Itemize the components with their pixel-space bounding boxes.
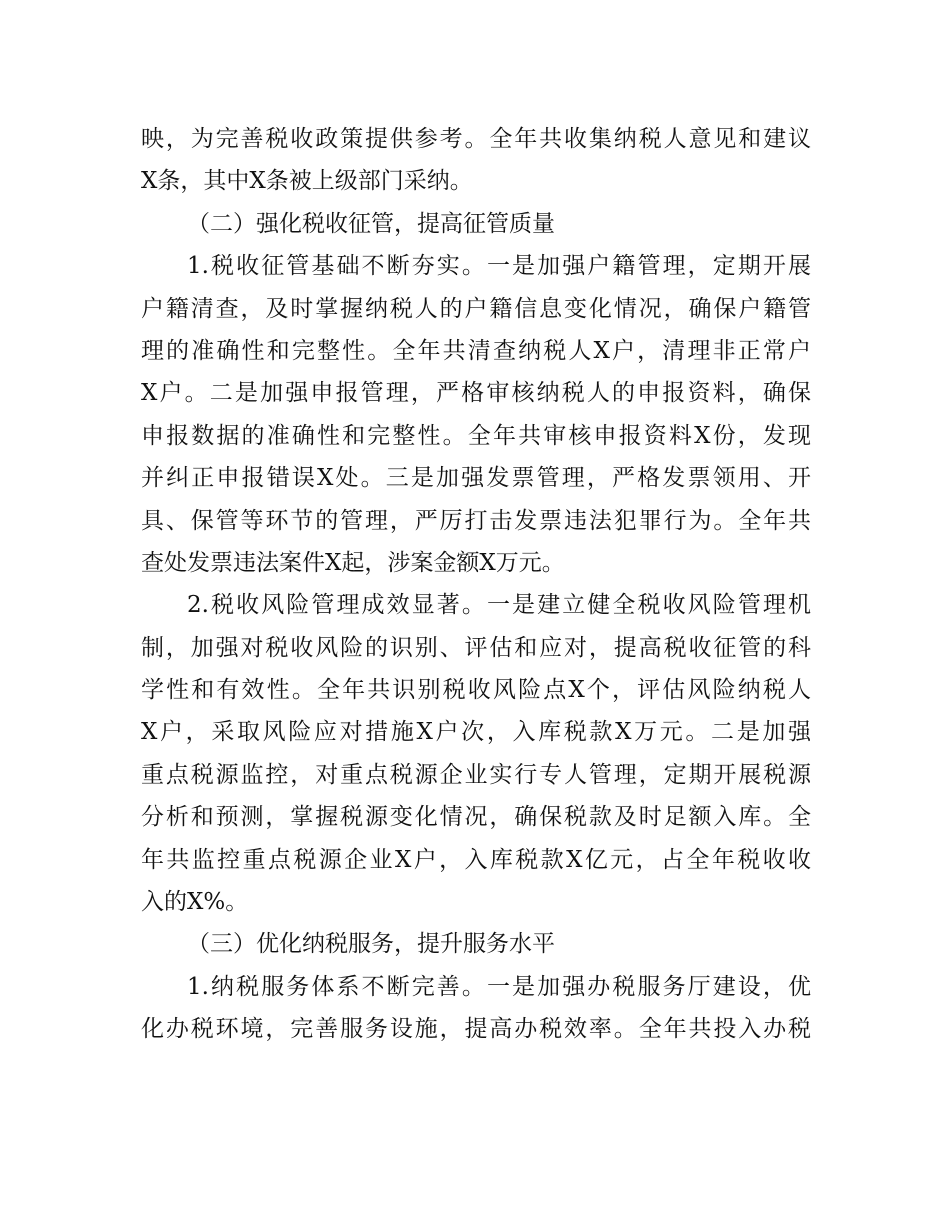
paragraph-line: 重点税源监控，对重点税源企业实行专人管理，定期开展税源: [141, 761, 811, 788]
paragraph-line: 学性和有效性。全年共识别税收风险点X个，评估风险纳税人: [141, 677, 811, 704]
document-body: [141, 118, 811, 1051]
paragraph-line: 分析和预测，掌握税源变化情况，确保税款及时足额入库。全: [141, 804, 811, 831]
paragraph-line: 2.税收风险管理成效显著。一是建立健全税收风险管理机: [187, 592, 811, 619]
paragraph-line: X户，采取风险应对措施X户次，入库税款X万元。二是加强: [141, 719, 811, 746]
paragraph-line: 户籍清查，及时掌握纳税人的户籍信息变化情况，确保户籍管: [141, 295, 811, 322]
paragraph-line: 化办税环境，完善服务设施，提高办税效率。全年共投入办税: [141, 1016, 811, 1043]
paragraph-line: X户。二是加强申报管理，严格审核纳税人的申报资料，确保: [141, 380, 811, 407]
paragraph-line: 1.税收征管基础不断夯实。一是加强户籍管理，定期开展: [187, 253, 811, 280]
paragraph-line: 映，为完善税收政策提供参考。全年共收集纳税人意见和建议: [141, 126, 811, 152]
paragraph-line: 申报数据的准确性和完整性。全年共审核申报资料X份，发现: [141, 422, 811, 449]
paragraph-line: 入的X%。: [141, 889, 249, 916]
paragraph-line: 并纠正申报错误X处。三是加强发票管理，严格发票领用、开: [141, 465, 811, 492]
paragraph-line: 年共监控重点税源企业X户，入库税款X亿元，占全年税收收: [141, 846, 811, 873]
paragraph-line: 具、保管等环节的管理，严厉打击发票违法犯罪行为。全年共: [141, 507, 811, 534]
paragraph-line: X条，其中X条被上级部门采纳。: [141, 168, 473, 195]
paragraph-line: 制，加强对税收风险的识别、评估和应对，提高税收征管的科: [141, 634, 811, 661]
paragraph-line: 理的准确性和完整性。全年共清查纳税人X户，清理非正常户: [141, 337, 811, 364]
section-heading: （三）优化纳税服务，提升服务水平: [187, 931, 555, 958]
section-heading: （二）强化税收征管，提高征管质量: [187, 210, 555, 237]
paragraph-line: 查处发票违法案件X起，涉案金额X万元。: [141, 549, 565, 576]
paragraph-line: 1.纳税服务体系不断完善。一是加强办税服务厅建设，优: [187, 973, 811, 1000]
